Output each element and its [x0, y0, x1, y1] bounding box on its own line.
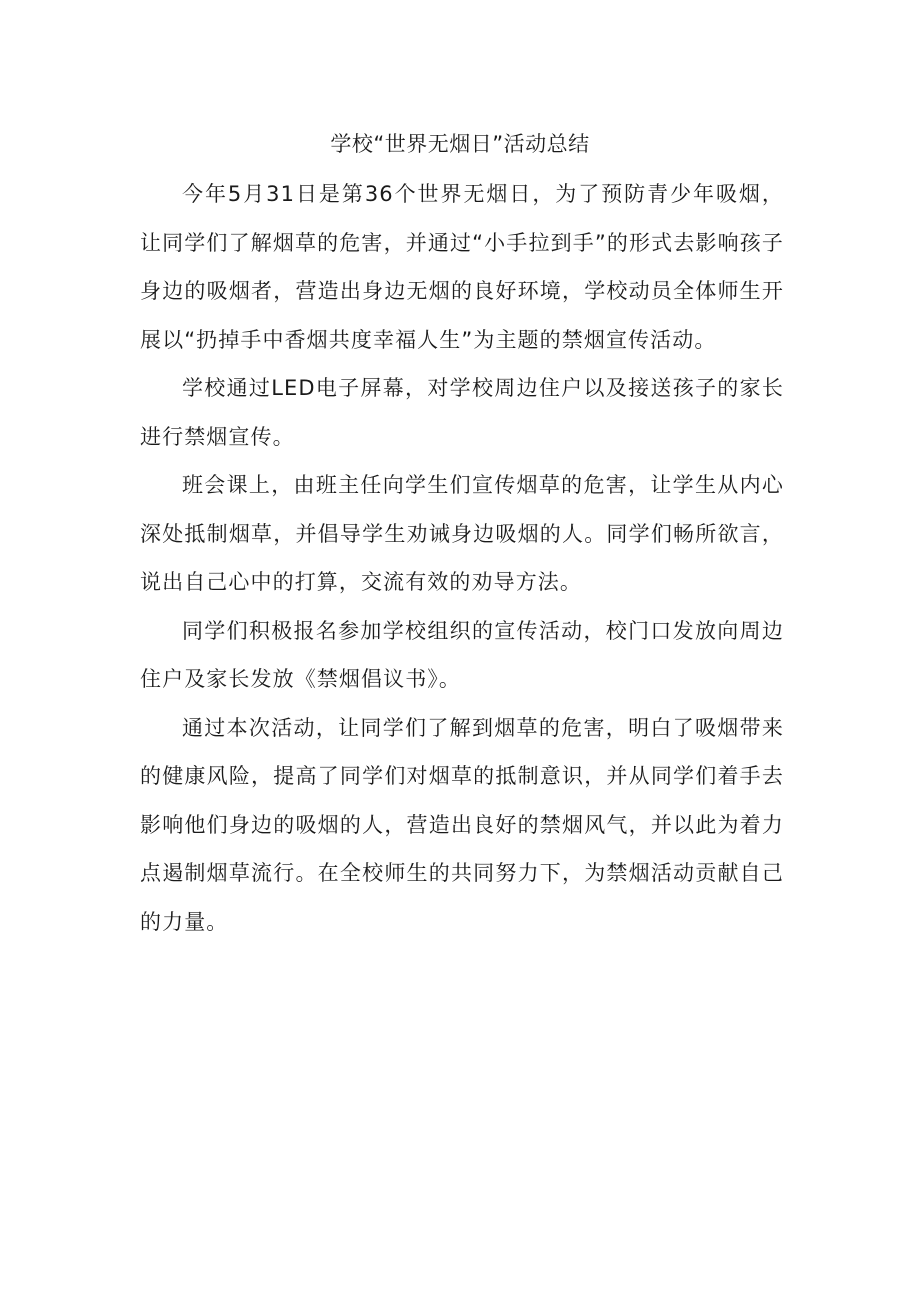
- paragraph-intro: 今年5月31日是第36个世界无烟日，为了预防青少年吸烟，让同学们了解烟草的危害，并通过“小手拉到手”的形式去影响孩子身边的吸烟者，营造出身边无烟的良好环境，学校动员全体师生开展以“扔掉手中香烟共度幸福人生”为主题的禁烟宣传活动。: [140, 182, 784, 352]
- paragraph-class-meeting: 班会课上，由班主任向学生们宣传烟草的危害，让学生从内心深处抵制烟草，并倡导学生劝诫身边吸烟的人。同学们畅所欲言，说出自己心中的打算，交流有效的劝导方法。: [140, 473, 784, 594]
- paragraph-campaign: 同学们积极报名参加学校组织的宣传活动，校门口发放向周边住户及家长发放《禁烟倡议书》。: [140, 618, 784, 691]
- paragraph-led-screen: 学校通过LED电子屏幕，对学校周边住户以及接送孩子的家长进行禁烟宣传。: [140, 376, 784, 449]
- document-body: [140, 170, 784, 946]
- document-title: 学校“世界无烟日”活动总结: [330, 132, 590, 156]
- paragraph-conclusion: 通过本次活动，让同学们了解到烟草的危害，明白了吸烟带来的健康风险，提高了同学们对烟草的抵制意识，并从同学们着手去影响他们身边的吸烟的人，营造出良好的禁烟风气，并以此为着力点遏制烟草流行。在全校师生的共同努力下，为禁烟活动贡献自己的力量。: [140, 715, 784, 934]
